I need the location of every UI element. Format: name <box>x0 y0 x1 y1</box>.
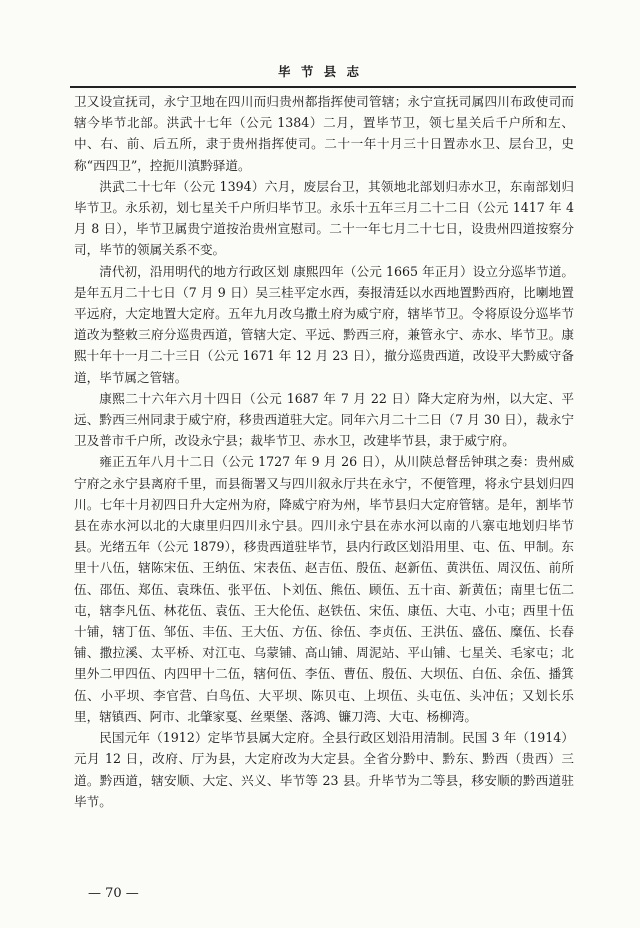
paragraph: 雍正五年八月十二日（公元 1727 年 9 月 26 日），从川陕总督岳钟琪之奏：贵州威宁府之永宁县离府千里，而县衙署又与四川叙永厅共在永宁，不便管理，将永宁县划归四川。七年十月初四日升大定州为府，降威宁府为州，毕节县归大定府管辖。是年，割毕节县在赤水河以北的大康里归四川永宁县。四川永宁县在赤水河以南的八寨屯地划归毕节县。光绪五年（公元 1879），移贵西道驻毕节，县内行政区划沿用里、屯、伍、甲制。东里十八伍，辖陈宋伍、王纳伍、宋表伍、赵吉伍、殷伍、赵新伍、黄洪伍、周汉伍、前所伍、邵伍、郑伍、袁珠伍、张平伍、卜刘伍、熊伍、顾伍、五十亩、新黄伍；南里七伍二屯，辖李凡伍、林花伍、袁伍、王大伦伍、赵铁伍、宋伍、康伍、大屯、小屯；西里十伍十铺，辖丁伍、邹伍、丰伍、王大伍、方伍、徐伍、李贞伍、王洪伍、盛伍、糜伍、长春铺、撒拉溪、太平桥、对江屯、乌蒙铺、高山铺、周泥站、平山铺、七星关、毛家屯；北里外二甲四伍、内四甲十二伍，辖何伍、李伍、曹伍、殷伍、大坝伍、白伍、余伍、播箕伍、小平坝、李官营、白鸟伍、大平坝、陈贝屯、上坝伍、头屯伍、头冲伍；又划长乐里，辖镇西、阿市、北肇家戛、丝栗堡、落鸿、镰刀湾、大屯、杨柳湾。 <box>74 454 574 724</box>
paragraph: 卫又设宣抚司，永宁卫地在四川而归贵州都指挥使司管辖；永宁宣抚司属四川布政使司而辖今毕节北部。洪武十七年（公元 1384）二月，置毕节卫，领七星关后千户所和左、中、右、前、后五所，隶于贵州指挥使司。二十一年十月三十日置赤水卫、层台卫，史称“西四卫”，控扼川滇黔驿道。 <box>74 94 574 173</box>
body-text <box>74 91 574 812</box>
running-header-title: 毕 节 县 志 <box>277 64 363 79</box>
paragraph: 洪武二十七年（公元 1394）六月，废层台卫，其领地北部划归赤水卫，东南部划归毕节卫。永乐初，划七星关千户所归毕节卫。永乐十五年三月二十二日（公元 1417 年 4 月 8 日），毕节卫属贵宁道按治贵州宣慰司。二十一年七月二十七日，设贵州四道按察分司，毕节的领属关系不变。 <box>74 178 574 258</box>
page-number: — 70 — <box>88 886 139 901</box>
paragraph: 康熙二十六年六月十四日（公元 1687 年 7 月 22 日）降大定府为州，以大定、平远、黔西三州同隶于威宁府，移贵西道驻大定。同年六月二十二日（7 月 30 日），裁永宁卫及普市千户所，改设永宁县；裁毕节卫、赤水卫，改建毕节县，隶于威宁府。 <box>74 390 574 449</box>
paragraph: 民国元年（1912）定毕节县属大定府。全县行政区划沿用清制。民国 3 年（1914）元月 12 日，改府、厅为县，大定府改为大定县。全省分黔中、黔东、黔西（贵西）三道。黔西道，辖安顺、大定、兴义、毕节等 23 县。升毕节为二等县，移安顺的黔西道驻毕节。 <box>74 730 574 809</box>
header-rule <box>70 86 576 88</box>
paragraph: 清代初，沿用明代的地方行政区划 康熙四年（公元 1665 年正月）设立分巡毕节道。是年五月二十七日（7 月 9 日）吴三桂平定水西，奏报清廷以水西地置黔西府，比喇地置平远府，大定地置大定府。五年九月改乌撒土府为威宁府，辖毕节卫。令将原设分巡毕节道改为整敕三府分巡贵西道，管辖大定、平远、黔西三府，兼管永宁、赤水、毕节卫。康熙十年十一月二十三日（公元 1671 年 12 月 23 日），撤分巡贵西道，改设平大黔威守备道，毕节属之管辖。 <box>74 263 574 385</box>
